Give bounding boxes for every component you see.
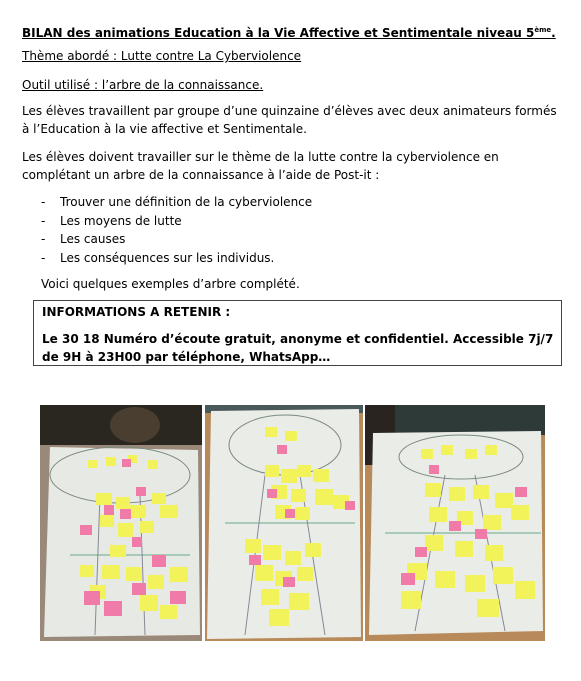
page-title: BILAN des animations Education à la Vie Affective et Sentimentale niveau 5ème. [22,26,556,40]
examples-line: Voici quelques exemples d’arbre complété. [41,277,300,291]
list-item: - Les causes [41,232,126,246]
instructions-paragraph: Les élèves doivent travailler sur le thème de la lutte contre la cyberviolence en complétant un arbre de la connaissance à l’aide de Post-it : [22,150,499,182]
info-text: Le 30 18 Numéro d’écoute gratuit, anonyme et confidentiel. Accessible 7j/7 de 9H à 23H00 par téléphone, WhatsApp… [42,332,554,364]
intro-paragraph: Les élèves travaillent par groupe d’une quinzaine d’élèves avec deux animateurs formés à l’Education à la vie affective et Sentimentale. [22,104,557,136]
tree-photo-2 [205,405,363,641]
topics-list [22,193,312,267]
tree-photo-3 [365,405,545,641]
theme-line: Thème abordé : Lutte contre La Cyberviolence [22,49,302,63]
tool-line: Outil utilisé : l’arbre de la connaissance. [22,78,264,92]
list-item: - Trouver une définition de la cyberviolence [41,195,313,209]
tree-photo-1 [40,405,202,641]
list-item: - Les conséquences sur les individus. [41,250,275,265]
info-heading: INFORMATIONS A RETENIR : [42,305,231,319]
list-item: - Les moyens de lutte [41,213,182,228]
info-box [33,300,562,366]
